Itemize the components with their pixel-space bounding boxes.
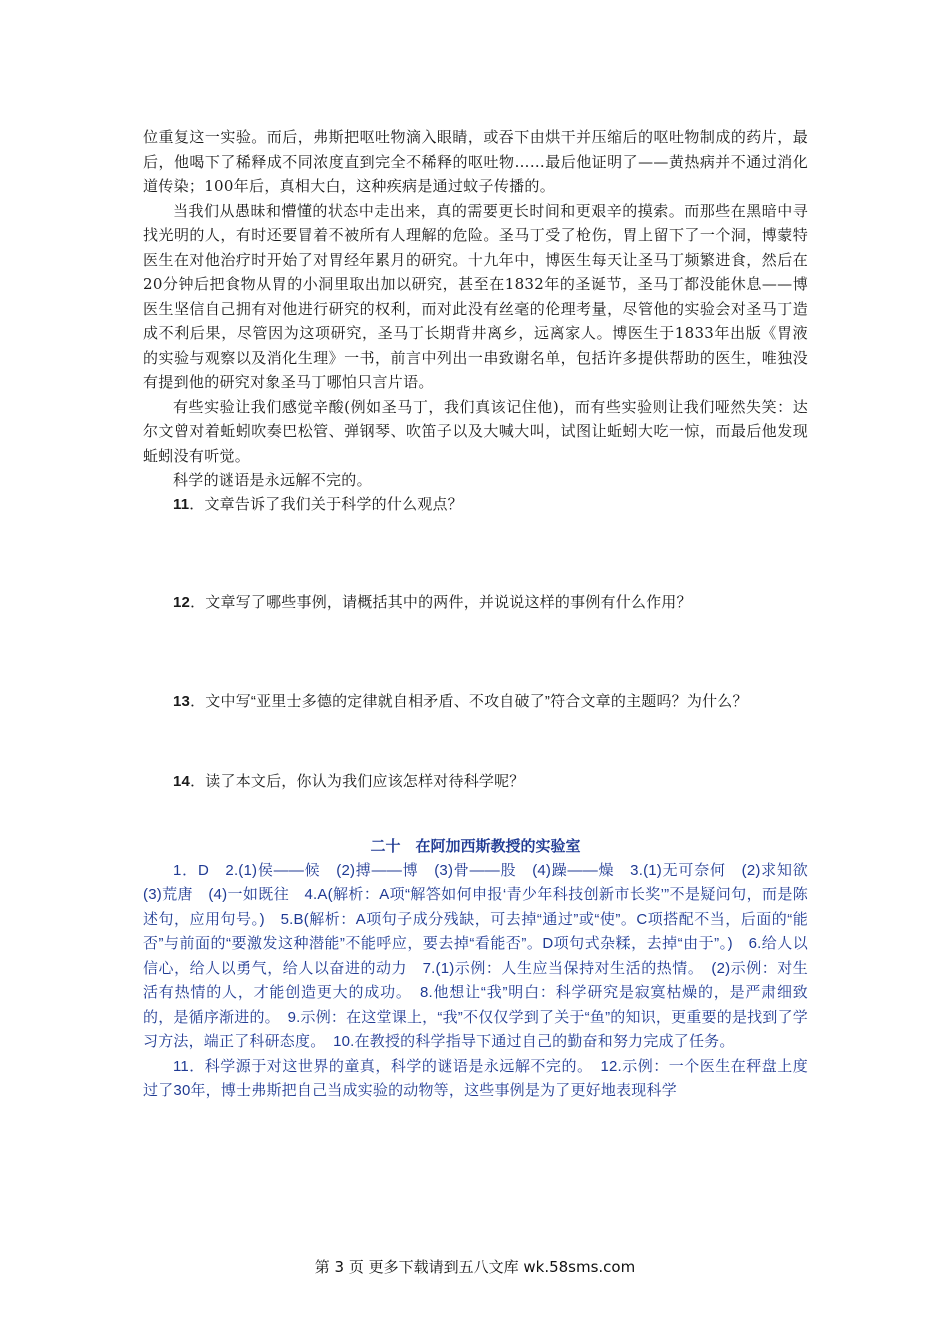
answer-section-title: 二十 在阿加西斯教授的实验室 (370, 837, 581, 855)
question-number: 11 (173, 495, 190, 513)
answer-paragraph: 11．科学源于对这世界的童真，科学的谜语是永远解不完的。 12.示例：一个医生在秤盘上度过了30年，博士弗斯把自己当成实验的动物等，这些事例是为了更好地表现科学 (143, 1057, 808, 1099)
answer-space (143, 714, 808, 770)
question-number: 14 (173, 773, 191, 790)
body-paragraph: 有些实验让我们感觉辛酸(例如圣马丁，我们真该记住他)，而有些实验则让我们哑然失笑：达尔文曾对着蚯蚓吹奏巴松管、弹钢琴、吹笛子以及大喊大叫，试图让蚯蚓大吃一惊，而最后他发现蚯蚓没有听觉。 (143, 397, 808, 465)
question-text: ．文章告诉了我们关于科学的什么观点？ (189, 495, 463, 513)
body-paragraph: 当我们从愚昧和懵懂的状态中走出来，真的需要更长时间和更艰辛的摸索。而那些在黑暗中寻找光明的人，有时还要冒着不被所有人理解的危险。圣马丁受了枪伤，胃上留下了一个洞，博蒙特医生在对他治疗时开始了对胃经年累月的研究。十九年中，博医生每天让圣马丁频繁进食，然后在20分钟后把食物从胃的小洞里取出加以研究，甚至在1832年的圣诞节，圣马丁都没能休息——博医生坚信自己拥有对他进行研究的权利，而对此没有丝毫的伦理考量，尽管他的实验会对圣马丁造成不利后果，尽管因为这项研究，圣马丁长期背井离乡，远离家人。博医生于1833年出版《胃液的实验与观察以及消化生理》一书，前言中列出一串致谢名单，包括许多提供帮助的医生，唯独没有提到他的研究对象圣马丁哪怕只言片语。 (143, 201, 808, 391)
body-paragraph: 科学的谜语是永远解不完的。 (173, 471, 372, 489)
document-page (143, 125, 824, 1104)
body-paragraph: 位重复这一实验。而后，弗斯把呕吐物滴入眼睛，或吞下由烘干并压缩后的呕吐物制成的药片，最后，他喝下了稀释成不同浓度直到完全不稀释的呕吐物……最后他证明了——黄热病并不通过消化道传染；100年后，真相大白，这种疾病是通过蚊子传播的。 (143, 128, 808, 195)
question-14 (143, 770, 808, 795)
question-text: ．文中写“亚里士多德的定律就自相矛盾、不攻自破了”符合文章的主题吗？为什么？ (190, 692, 748, 710)
question-number: 13 (173, 692, 191, 710)
question-12 (143, 591, 808, 616)
page-footer: 第 3 页 更多下载请到五八文库 wk.58sms.com (314, 1258, 636, 1276)
question-11 (143, 493, 808, 518)
question-number: 12 (173, 594, 191, 611)
answer-space (143, 616, 808, 690)
question-13 (143, 690, 808, 715)
question-text: ．文章写了哪些事例，请概括其中的两件，并说说这样的事例有什么作用？ (190, 594, 692, 611)
answer-space (143, 517, 808, 591)
question-text: ．读了本文后，你认为我们应该怎样对待科学呢？ (190, 773, 525, 790)
answer-paragraph: 1．D 2.(1)侯——候 (2)搏——博 (3)骨——股 (4)躁——燥 3.(1)无可奈何 (2)求知欲 (3)荒唐 (4)一如既往 4.A(解析：A项“解答如何申报‘青少年科技创新市长奖’”不是疑问句，而是陈述句，应用句号。) 5.B(解析：A项句子成分残缺，可去掉“通过”或“使”。C项搭配不当，后面的“能否”与前面的“要激发这种潜能”不能呼应，要去掉“看能否”。D项句式杂糅，去掉“由于”。) 6.给人以信心，给人以勇气，给人以奋进的动力 7.(1)示例：人生应当保持对生活的热情。 (2)示例：对生活有热情的人，才能创造更大的成功。 8.他想让“我”明白：科学研究是寂寞枯燥的，是严肃细致的，是循序渐进的。 9.示例：在这堂课上，“我”不仅仅学到了关于“鱼”的知识，更重要的是找到了学习方法，端正了科研态度。 10.在教授的科学指导下通过自己的勤奋和努力完成了任务。 (143, 861, 824, 1050)
